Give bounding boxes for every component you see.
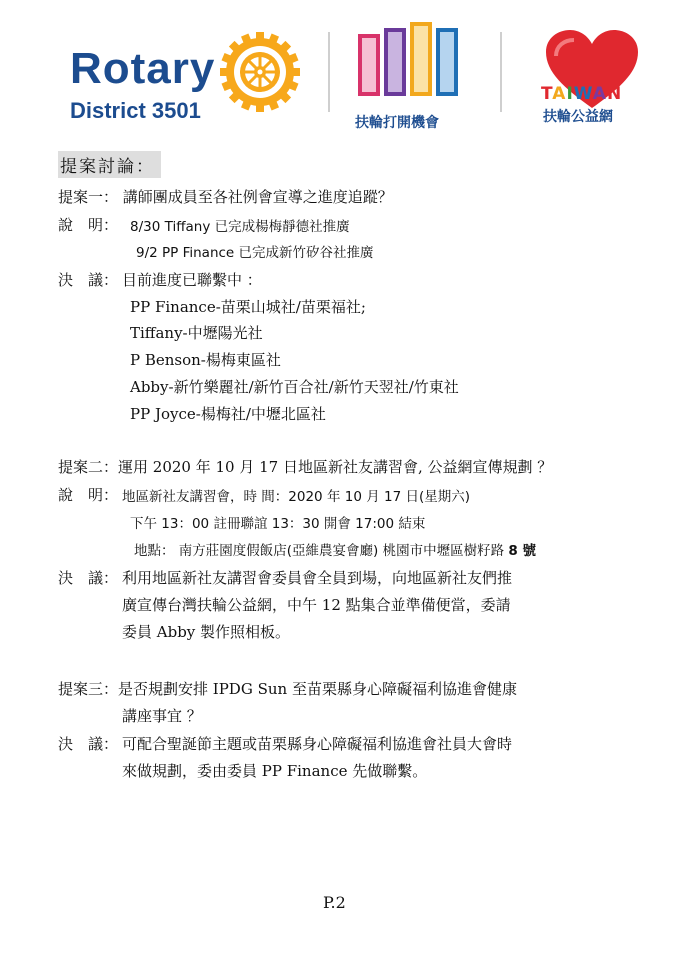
district-label: District 3501 <box>70 98 201 123</box>
proposal2-desc-line: 下午 13：00 註冊聯誼 13：30 開會 17:00 結束 <box>130 516 426 532</box>
proposal3-res-label: 決 議： <box>58 735 119 753</box>
proposal1-line <box>58 186 393 207</box>
proposal3-text: 是否規劃安排 IPDG Sun 至苗栗縣身心障礙福利協進會健康 <box>118 680 517 698</box>
proposal1-desc-label: 說 明： <box>58 216 119 234</box>
proposal2-res-line: 利用地區新社友講習會委員會全員到場，向地區新社友們推 <box>122 569 513 587</box>
proposal1-res-line: PP Joyce-楊梅社/中壢北區社 <box>130 405 326 423</box>
proposal2-res-label: 決 議： <box>58 569 119 587</box>
page-number: P.2 <box>323 893 346 912</box>
proposal1-desc-line: 9/2 PP Finance 已完成新竹矽谷社推廣 <box>136 245 374 261</box>
proposal1-desc-line: 8/30 Tiffany 已完成楊梅靜德社推廣 <box>130 219 350 235</box>
taiwan-wordmark: TAIWAN <box>541 84 623 104</box>
proposal1-res-line: Abby-新竹樂麗社/新竹百合社/新竹天翌社/竹東社 <box>130 378 459 396</box>
proposal3-res-line: 來做規劃，委由委員 PP Finance 先做聯繫。 <box>122 762 428 780</box>
proposal2-line <box>58 456 552 477</box>
proposal2-desc-line: 地區新社友講習會，時 間：2020 年 10 月 17 日(星期六) <box>122 489 470 505</box>
proposal2-label: 提案二： <box>58 458 119 476</box>
proposal1-label: 提案一： <box>58 188 119 206</box>
header-divider <box>328 32 330 112</box>
proposal1-res-line: PP Finance-苗栗山城社/苗栗福社; <box>130 298 366 316</box>
proposal1-res-line: P Benson-楊梅東區社 <box>130 351 281 369</box>
proposal3-line <box>58 678 517 699</box>
proposal2-location <box>134 539 536 559</box>
location-text: 地點： 南方莊園度假飯店(亞維農宴會廳) 桃園市中壢區樹籽路 <box>134 543 509 559</box>
proposal2-text: 運用 2020 年 10 月 17 日地區新社友講習會, 公益網宣傳規劃 ？ <box>118 458 553 476</box>
open-opportunities-label: 扶輪打開機會 <box>355 115 439 131</box>
proposal2-desc-label: 說 明： <box>58 486 119 504</box>
proposal1-res-lead: 目前進度已聯繫中 ： <box>122 271 262 289</box>
open-doors-logo-icon <box>356 20 476 110</box>
proposal3-res-line: 可配合聖誕節主題或苗栗縣身心障礙福利協進會社員大會時 <box>122 735 513 753</box>
header-divider-2 <box>500 32 502 112</box>
location-number: 8 號 <box>508 543 537 559</box>
rotary-wheel-icon <box>218 30 302 114</box>
proposal2-res-line: 廣宣傳台灣扶輪公益網，中午 12 點集合並準備便當，委請 <box>122 596 511 614</box>
proposal2-res-line: 委員 Abby 製作照相板。 <box>122 623 291 641</box>
proposal1-text: 講師團成員至各社例會宣導之進度追蹤？ <box>122 188 393 206</box>
rotary-wordmark: Rotary <box>70 44 216 93</box>
proposal1-res-label: 決 議： <box>58 271 119 289</box>
proposal1-res-line: Tiffany-中壢陽光社 <box>130 324 263 342</box>
header-logos <box>0 0 678 140</box>
rotary-charity-network-label: 扶輪公益網 <box>543 109 613 125</box>
proposal3-text-line: 講座事宜 ？ <box>122 707 202 725</box>
proposal3-label: 提案三： <box>58 680 119 698</box>
section-title: 提案討論： <box>58 151 161 178</box>
